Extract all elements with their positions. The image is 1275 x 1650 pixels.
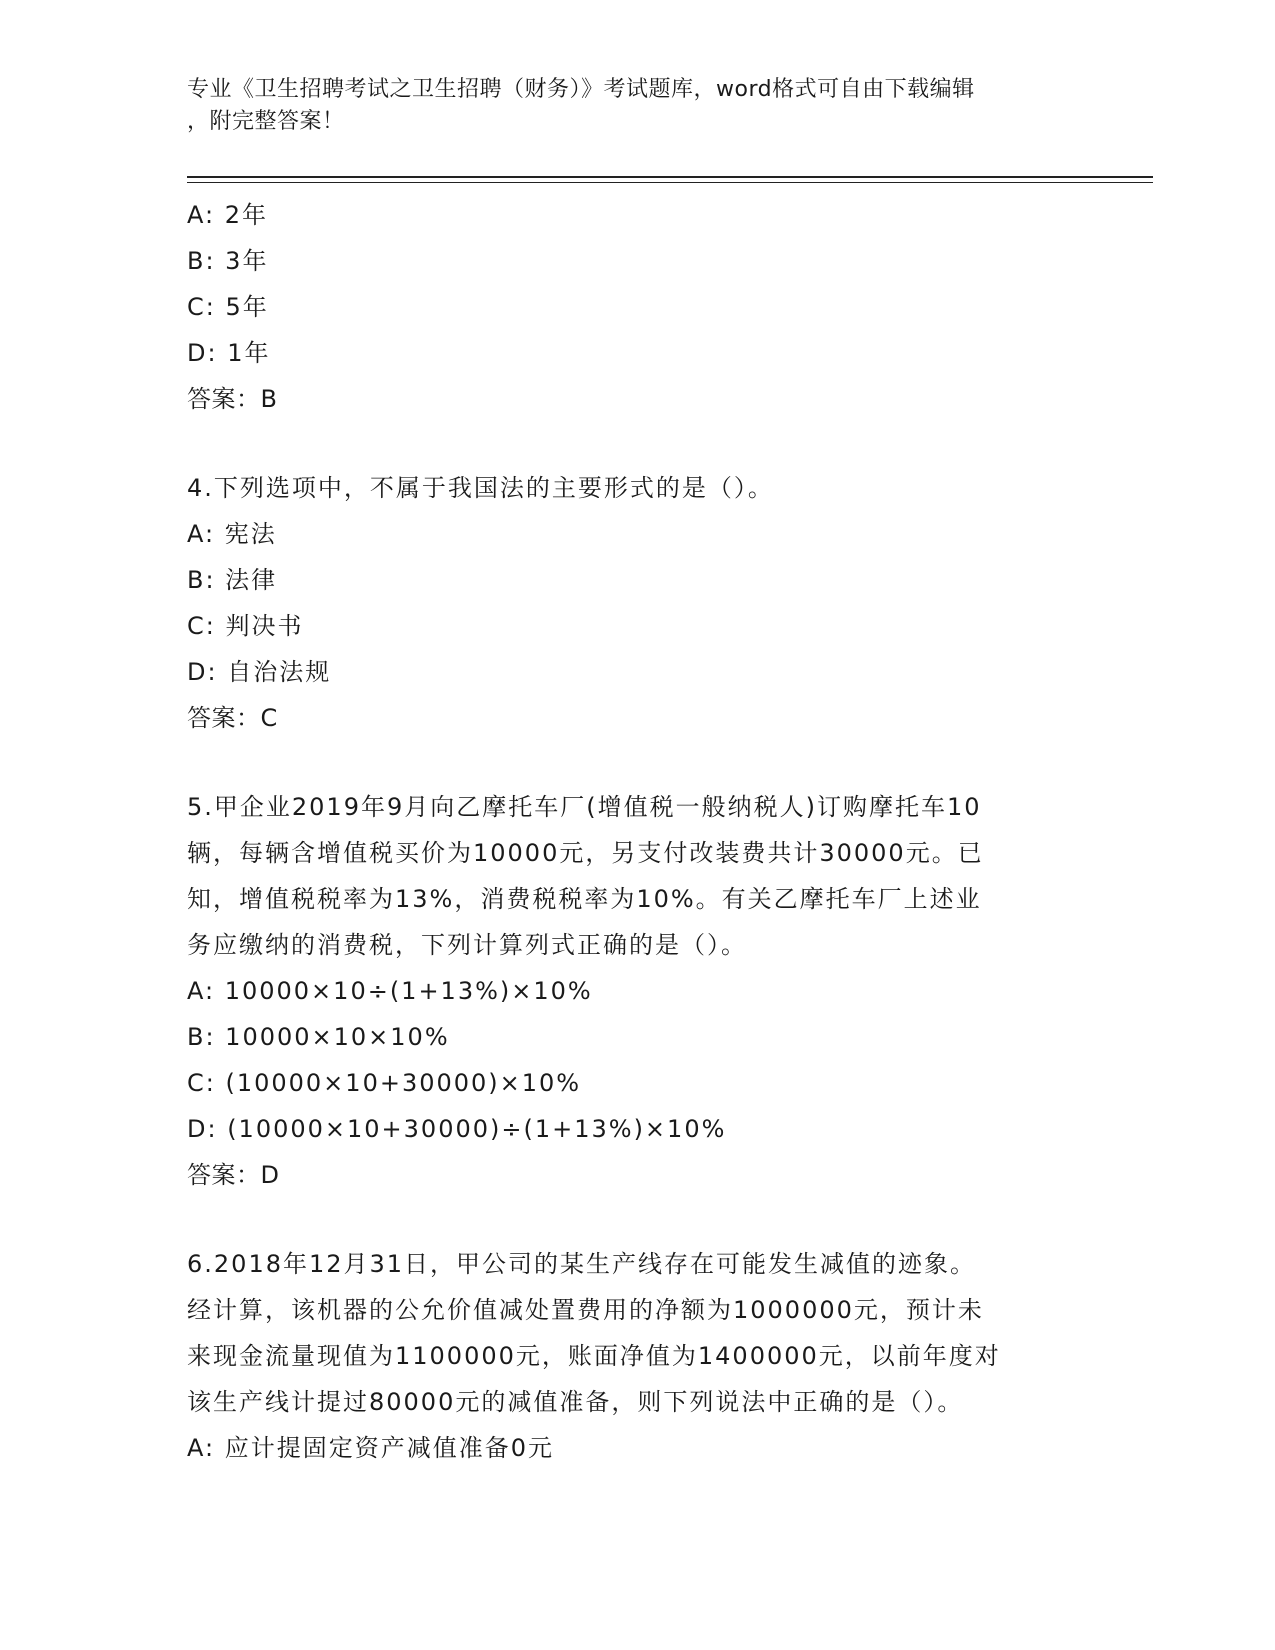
- answer: 答案：C: [187, 704, 278, 732]
- option-b: B: 10000×10×10%: [187, 1023, 450, 1051]
- option-d: D: 1年: [187, 339, 271, 367]
- option-d: D: 自治法规: [187, 658, 332, 686]
- header-divider-thin: [187, 182, 1153, 183]
- question-4: [187, 465, 1087, 741]
- question-5: [187, 784, 1087, 1198]
- question-text-line: 该生产线计提过80000元的减值准备，则下列说法中正确的是（）。: [187, 1388, 964, 1416]
- question-list: [187, 192, 1087, 1471]
- question-text-line: 务应缴纳的消费税，下列计算列式正确的是（）。: [187, 931, 747, 959]
- question-text: 4.下列选项中，不属于我国法的主要形式的是（）。: [187, 474, 774, 502]
- option-d: D: (10000×10+30000)÷(1+13%)×10%: [187, 1115, 727, 1143]
- option-c: C: 判决书: [187, 612, 304, 640]
- question-text-line: 知，增值税税率为13%，消费税税率为10%。有关乙摩托车厂上述业: [187, 885, 982, 913]
- question-text-line: 经计算，该机器的公允价值减处置费用的净额为1000000元，预计未: [187, 1296, 984, 1324]
- header-line-1: 专业《卫生招聘考试之卫生招聘（财务）》考试题库，word格式可自由下载编辑: [187, 77, 975, 102]
- header-divider-thick: [187, 176, 1153, 178]
- option-b: B: 法律: [187, 566, 278, 594]
- option-a: A: 2年: [187, 201, 268, 229]
- question-3: [187, 192, 1087, 422]
- question-text-line: 6.2018年12月31日，甲公司的某生产线存在可能发生减值的迹象。: [187, 1250, 977, 1278]
- answer: 答案：D: [187, 1161, 280, 1189]
- question-text-line: 来现金流量现值为1100000元，账面净值为1400000元，以前年度对: [187, 1342, 1001, 1370]
- document-header: [187, 74, 1067, 138]
- option-c: C: 5年: [187, 293, 269, 321]
- header-line-2: ，附完整答案！: [187, 109, 345, 134]
- option-b: B: 3年: [187, 247, 269, 275]
- option-a: A: 应计提固定资产减值准备0元: [187, 1434, 554, 1462]
- question-6: [187, 1241, 1087, 1471]
- question-text-line: 5.甲企业2019年9月向乙摩托车厂(增值税一般纳税人)订购摩托车10: [187, 793, 982, 821]
- option-a: A: 宪法: [187, 520, 277, 548]
- answer: 答案：B: [187, 385, 278, 413]
- option-c: C: (10000×10+30000)×10%: [187, 1069, 582, 1097]
- question-text-line: 辆，每辆含增值税买价为10000元，另支付改装费共计30000元。已: [187, 839, 984, 867]
- option-a: A: 10000×10÷(1+13%)×10%: [187, 977, 593, 1005]
